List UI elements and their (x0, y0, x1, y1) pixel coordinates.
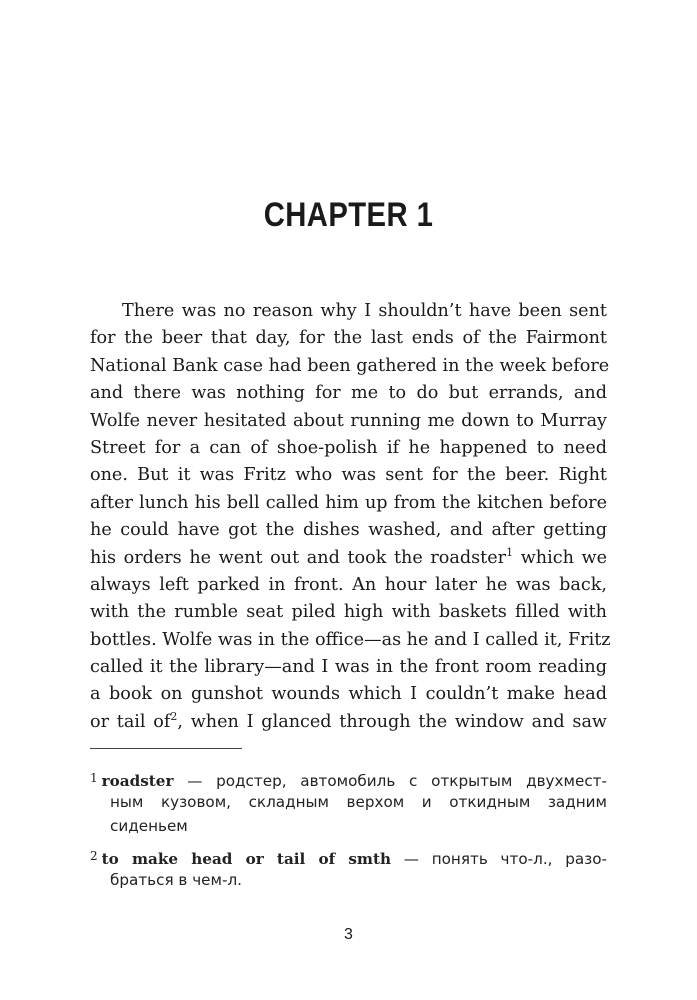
text-line: a book on gunshot wounds which I couldn’t make head (90, 684, 607, 705)
text-line: There was no reason why I shouldn’t have been sent (122, 301, 607, 321)
footnote-term: to make head or tail of smth (101, 850, 392, 868)
text-line: for the beer that day, for the last ends of the Fairmont (90, 328, 607, 349)
footnote-1 (90, 766, 607, 790)
text-line: one. But it was Fritz who was sent for the beer. Right (90, 465, 607, 486)
text-line (90, 709, 607, 736)
text-segment: his orders he went out and took the roadster (90, 547, 507, 568)
footnote-text: — понять что-л., разо- (403, 850, 608, 868)
text-line: always left parked in front. An hour later he was back, (90, 574, 607, 595)
footnote-number: 1 (90, 771, 98, 785)
text-line: Wolfe never hesitated about running me down to Murray (90, 410, 607, 431)
page-number: 3 (344, 926, 353, 943)
footnote-text: сиденьем (110, 817, 188, 835)
text-line: he could have got the dishes washed, and after getting (90, 520, 607, 541)
footnote-term: roadster (101, 772, 174, 790)
body-text (90, 298, 611, 736)
chapter-title: CHAPTER 1 (263, 196, 434, 234)
footnote-marker-1: 1 (506, 545, 514, 559)
footnotes (90, 766, 607, 892)
footnote-text: — родстер, автомобиль с открытым двухмест- (187, 772, 608, 790)
text-line: with the rumble seat piled high with baskets filled with (90, 602, 607, 623)
text-segment: which we (520, 547, 607, 568)
text-segment: or tail of (90, 711, 171, 732)
text-line: bottles. Wolfe was in the office—as he and I called it, Fritz (90, 629, 611, 650)
text-segment: , when I glanced through the window and saw (177, 711, 607, 732)
text-line (90, 545, 607, 572)
text-line: and there was nothing for me to do but errands, and (90, 383, 607, 404)
text-line: called it the library—and I was in the front room reading (90, 657, 607, 678)
text-line: Street for a can of shoe-polish if he happened to need (90, 437, 607, 458)
text-line: National Bank case had been gathered in the week before (90, 355, 610, 376)
footnote-text: браться в чем-л. (110, 871, 242, 889)
footnote-text: ным кузовом, складным верхом и откидным задним (110, 793, 607, 811)
footnote-marker-2: 2 (170, 709, 178, 723)
footnote-2 (90, 844, 607, 868)
footnote-number: 2 (90, 849, 98, 863)
text-line: after lunch his bell called him up from the kitchen before (90, 492, 607, 513)
footnote-divider (90, 748, 242, 749)
